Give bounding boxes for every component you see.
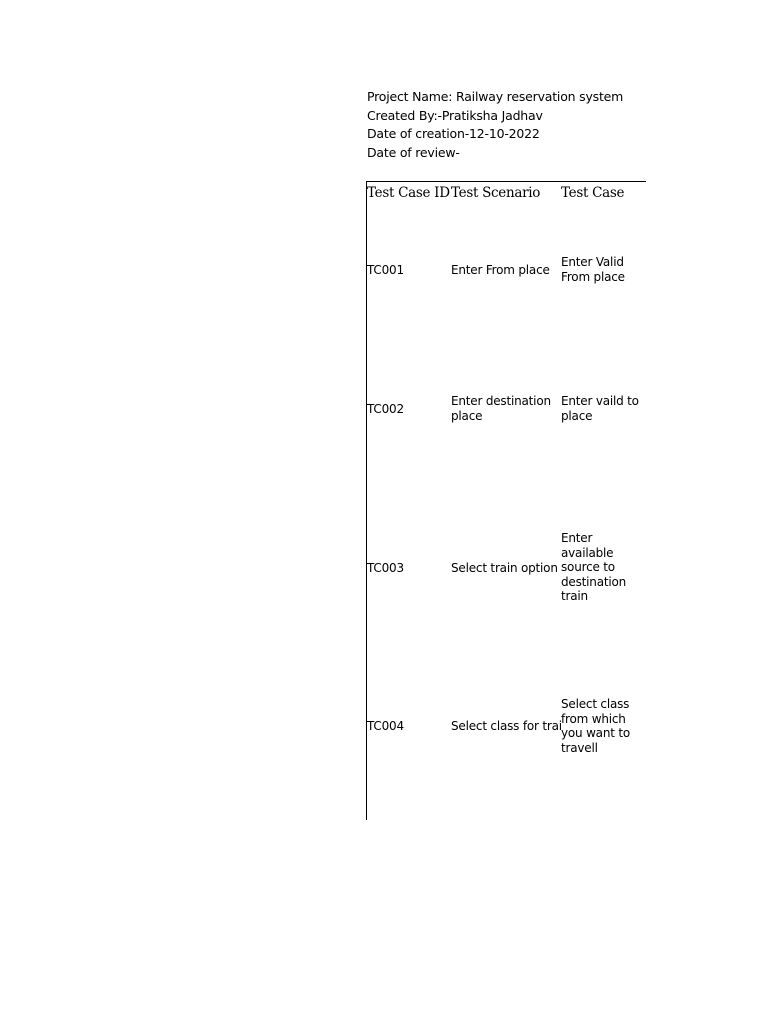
header-test-case-id: Test Case ID [367, 185, 450, 201]
row-1-test-scenario: Enter From place [451, 263, 550, 277]
created-by: Created By:-Pratiksha Jadhav [367, 107, 543, 123]
row-4-test-case: Select class from which you want to travell [561, 697, 631, 755]
row-1-test-case: Enter Valid From place [561, 255, 625, 284]
header-test-scenario: Test Scenario [451, 185, 541, 201]
date-of-review: Date of review- [367, 145, 460, 161]
row-4-test-case-id: TC004 [367, 719, 404, 733]
header-test-case: Test Case [561, 185, 625, 201]
row-3-test-scenario: Select train option [451, 561, 558, 575]
row-2-test-case: Enter vaild to place [561, 394, 639, 423]
row-3-test-case: Enter available source to destination train [561, 531, 627, 604]
date-of-creation: Date of creation-12-10-2022 [367, 126, 540, 142]
row-4-test-scenario: Select class for trai [451, 719, 562, 733]
test-case-table [366, 181, 646, 820]
row-3-test-case-id: TC003 [367, 561, 404, 575]
row-2-test-scenario: Enter destination place [451, 394, 551, 423]
document-header [367, 88, 623, 163]
table-top-border [366, 181, 646, 182]
row-2-test-case-id: TC002 [367, 402, 404, 416]
project-name: Project Name: Railway reservation system [367, 89, 624, 104]
row-1-test-case-id: TC001 [367, 263, 404, 277]
